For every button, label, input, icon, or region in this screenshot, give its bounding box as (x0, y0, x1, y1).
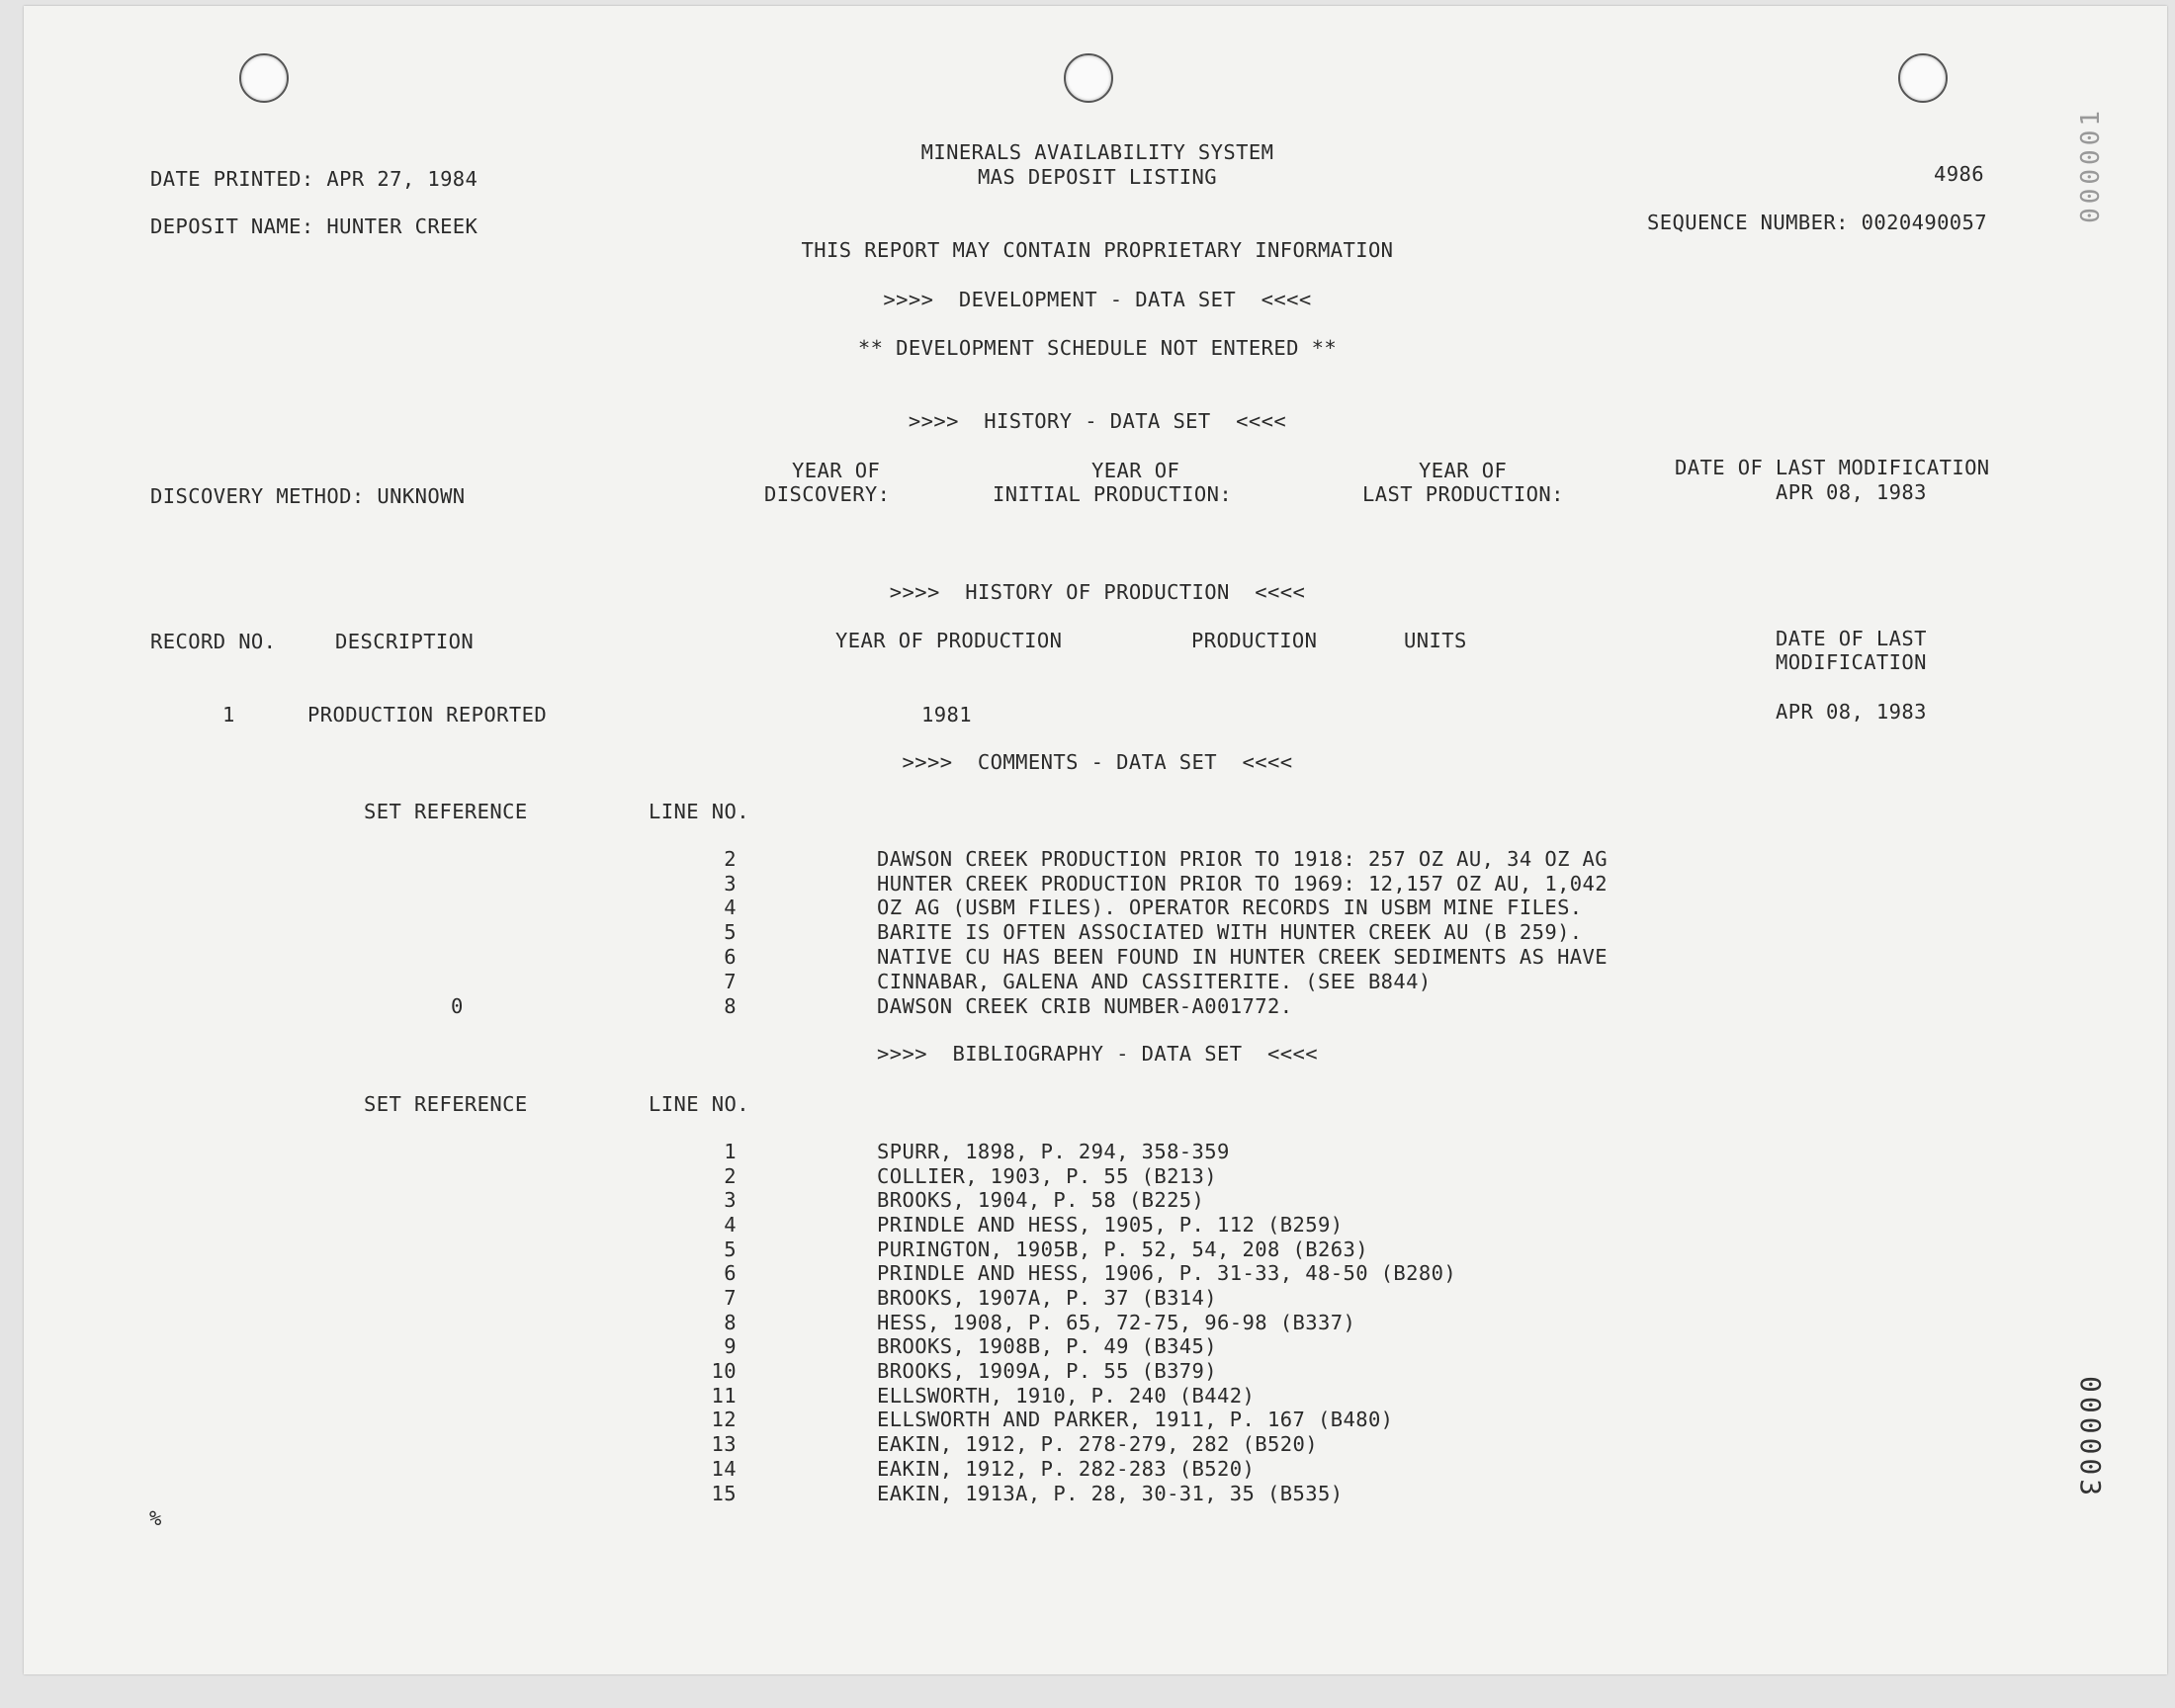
comment-line-text: HUNTER CREEK PRODUCTION PRIOR TO 1969: 12,157 OZ AU, 1,042 (877, 872, 1609, 896)
comment-line-text: CINNABAR, GALENA AND CASSITERITE. (SEE B844) (877, 970, 1432, 993)
bibliography-line-text: HESS, 1908, P. 65, 72-75, 96-98 (B337) (877, 1311, 1356, 1334)
col-last-modification-1: DATE OF LAST (1776, 627, 1927, 650)
bibliography-line-no: 3 (724, 1188, 737, 1212)
page-stamp-side: 000003 (2074, 1376, 2107, 1500)
bibliography-line-text: PRINDLE AND HESS, 1905, P. 112 (B259) (877, 1213, 1344, 1237)
bibliography-col-line-no: LINE NO. (649, 1092, 749, 1116)
bibliography-line-no: 5 (724, 1238, 737, 1261)
bibliography-line-no: 10 (711, 1359, 737, 1383)
deposit-name: DEPOSIT NAME: HUNTER CREEK (150, 214, 478, 238)
bibliography-line-no: 12 (711, 1408, 737, 1431)
comments-heading: >>>> COMMENTS - DATA SET <<<< (902, 750, 1293, 774)
last-production-label-1: YEAR OF (1419, 459, 1508, 482)
comment-line-no: 7 (724, 970, 737, 993)
comment-line-no: 2 (724, 847, 737, 871)
comment-line-no: 4 (724, 896, 737, 919)
bibliography-line-text: BROOKS, 1909A, P. 55 (B379) (877, 1359, 1218, 1383)
year-discovery-label-1: YEAR OF (792, 459, 881, 482)
bibliography-heading: >>>> BIBLIOGRAPHY - DATA SET <<<< (877, 1042, 1318, 1066)
comment-line-text: OZ AG (USBM FILES). OPERATOR RECORDS IN USBM MINE FILES. (877, 896, 1583, 919)
production-year: 1981 (921, 703, 972, 726)
bibliography-col-set-reference: SET REFERENCE (364, 1092, 528, 1116)
bibliography-line-no: 11 (711, 1384, 737, 1408)
bibliography-line-text: EAKIN, 1912, P. 278-279, 282 (B520) (877, 1432, 1318, 1456)
bibliography-line-text: PRINDLE AND HESS, 1906, P. 31-33, 48-50 (B280) (877, 1261, 1457, 1285)
development-heading: >>>> DEVELOPMENT - DATA SET <<<< (883, 288, 1312, 311)
listing-title: MAS DEPOSIT LISTING (977, 165, 1218, 189)
bibliography-line-no: 2 (724, 1164, 737, 1188)
bibliography-line-text: ELLSWORTH AND PARKER, 1911, P. 167 (B480) (877, 1408, 1394, 1431)
bibliography-line-text: EAKIN, 1912, P. 282-283 (B520) (877, 1457, 1256, 1481)
development-note: ** DEVELOPMENT SCHEDULE NOT ENTERED ** (857, 336, 1338, 360)
col-last-modification-2: MODIFICATION (1776, 650, 1927, 674)
initial-production-label-1: YEAR OF (1091, 459, 1180, 482)
bibliography-line-text: BROOKS, 1907A, P. 37 (B314) (877, 1286, 1218, 1310)
initial-production-label-2: INITIAL PRODUCTION: (993, 482, 1233, 506)
production-heading: >>>> HISTORY OF PRODUCTION <<<< (889, 580, 1306, 604)
proprietary-notice: THIS REPORT MAY CONTAIN PROPRIETARY INFORMATION (801, 238, 1394, 262)
sequence-number: SEQUENCE NUMBER: 0020490057 (1647, 211, 1988, 234)
page-number: 4986 (1934, 162, 1984, 186)
production-description: PRODUCTION REPORTED (307, 703, 548, 726)
comments-col-line-no: LINE NO. (649, 800, 749, 823)
last-modification-value: APR 08, 1983 (1776, 480, 1927, 504)
bibliography-line-no: 8 (724, 1311, 737, 1334)
production-last-mod: APR 08, 1983 (1776, 700, 1927, 724)
bibliography-line-no: 4 (724, 1213, 737, 1237)
bibliography-line-no: 15 (711, 1482, 737, 1505)
comment-line-no: 8 (724, 994, 737, 1018)
bibliography-line-text: BROOKS, 1904, P. 58 (B225) (877, 1188, 1205, 1212)
bibliography-line-no: 14 (711, 1457, 737, 1481)
comment-line-text: BARITE IS OFTEN ASSOCIATED WITH HUNTER CREEK AU (B 259). (877, 920, 1583, 944)
col-production: PRODUCTION (1191, 629, 1318, 652)
bibliography-line-no: 6 (724, 1261, 737, 1285)
year-discovery-label-2: DISCOVERY: (764, 482, 891, 506)
date-printed: DATE PRINTED: APR 27, 1984 (150, 167, 478, 191)
page-stamp-top: 000001 (2076, 107, 2106, 223)
comment-line-text: NATIVE CU HAS BEEN FOUND IN HUNTER CREEK SEDIMENTS AS HAVE (877, 945, 1609, 969)
bibliography-line-no: 13 (711, 1432, 737, 1456)
bibliography-line-text: COLLIER, 1903, P. 55 (B213) (877, 1164, 1218, 1188)
col-description: DESCRIPTION (335, 630, 475, 653)
discovery-method: DISCOVERY METHOD: UNKNOWN (150, 484, 466, 508)
bibliography-line-no: 1 (724, 1140, 737, 1163)
history-heading: >>>> HISTORY - DATA SET <<<< (908, 409, 1287, 433)
comments-col-set-reference: SET REFERENCE (364, 800, 528, 823)
bibliography-line-no: 7 (724, 1286, 737, 1310)
punch-hole-left (239, 53, 289, 103)
bibliography-line-text: SPURR, 1898, P. 294, 358-359 (877, 1140, 1230, 1163)
comment-line-text: DAWSON CREEK PRODUCTION PRIOR TO 1918: 257 OZ AU, 34 OZ AG (877, 847, 1609, 871)
bibliography-line-no: 9 (724, 1334, 737, 1358)
comments-set-reference-value: 0 (451, 994, 464, 1018)
comment-line-no: 5 (724, 920, 737, 944)
bibliography-line-text: ELLSWORTH, 1910, P. 240 (B442) (877, 1384, 1256, 1408)
comment-line-no: 6 (724, 945, 737, 969)
bibliography-line-text: PURINGTON, 1905B, P. 52, 54, 208 (B263) (877, 1238, 1368, 1261)
bibliography-line-text: BROOKS, 1908B, P. 49 (B345) (877, 1334, 1218, 1358)
col-units: UNITS (1404, 629, 1467, 652)
col-year-of-production: YEAR OF PRODUCTION (835, 629, 1063, 652)
production-record-no: 1 (222, 703, 235, 726)
last-modification-label: DATE OF LAST MODIFICATION (1675, 456, 1990, 479)
punch-hole-center (1064, 53, 1113, 103)
percent-mark: % (149, 1506, 162, 1530)
col-record-no: RECORD NO. (150, 630, 277, 653)
last-production-label-2: LAST PRODUCTION: (1362, 482, 1564, 506)
punch-hole-right (1898, 53, 1948, 103)
comment-line-text: DAWSON CREEK CRIB NUMBER-A001772. (877, 994, 1293, 1018)
system-title: MINERALS AVAILABILITY SYSTEM (920, 140, 1274, 164)
comment-line-no: 3 (724, 872, 737, 896)
bibliography-line-text: EAKIN, 1913A, P. 28, 30-31, 35 (B535) (877, 1482, 1344, 1505)
